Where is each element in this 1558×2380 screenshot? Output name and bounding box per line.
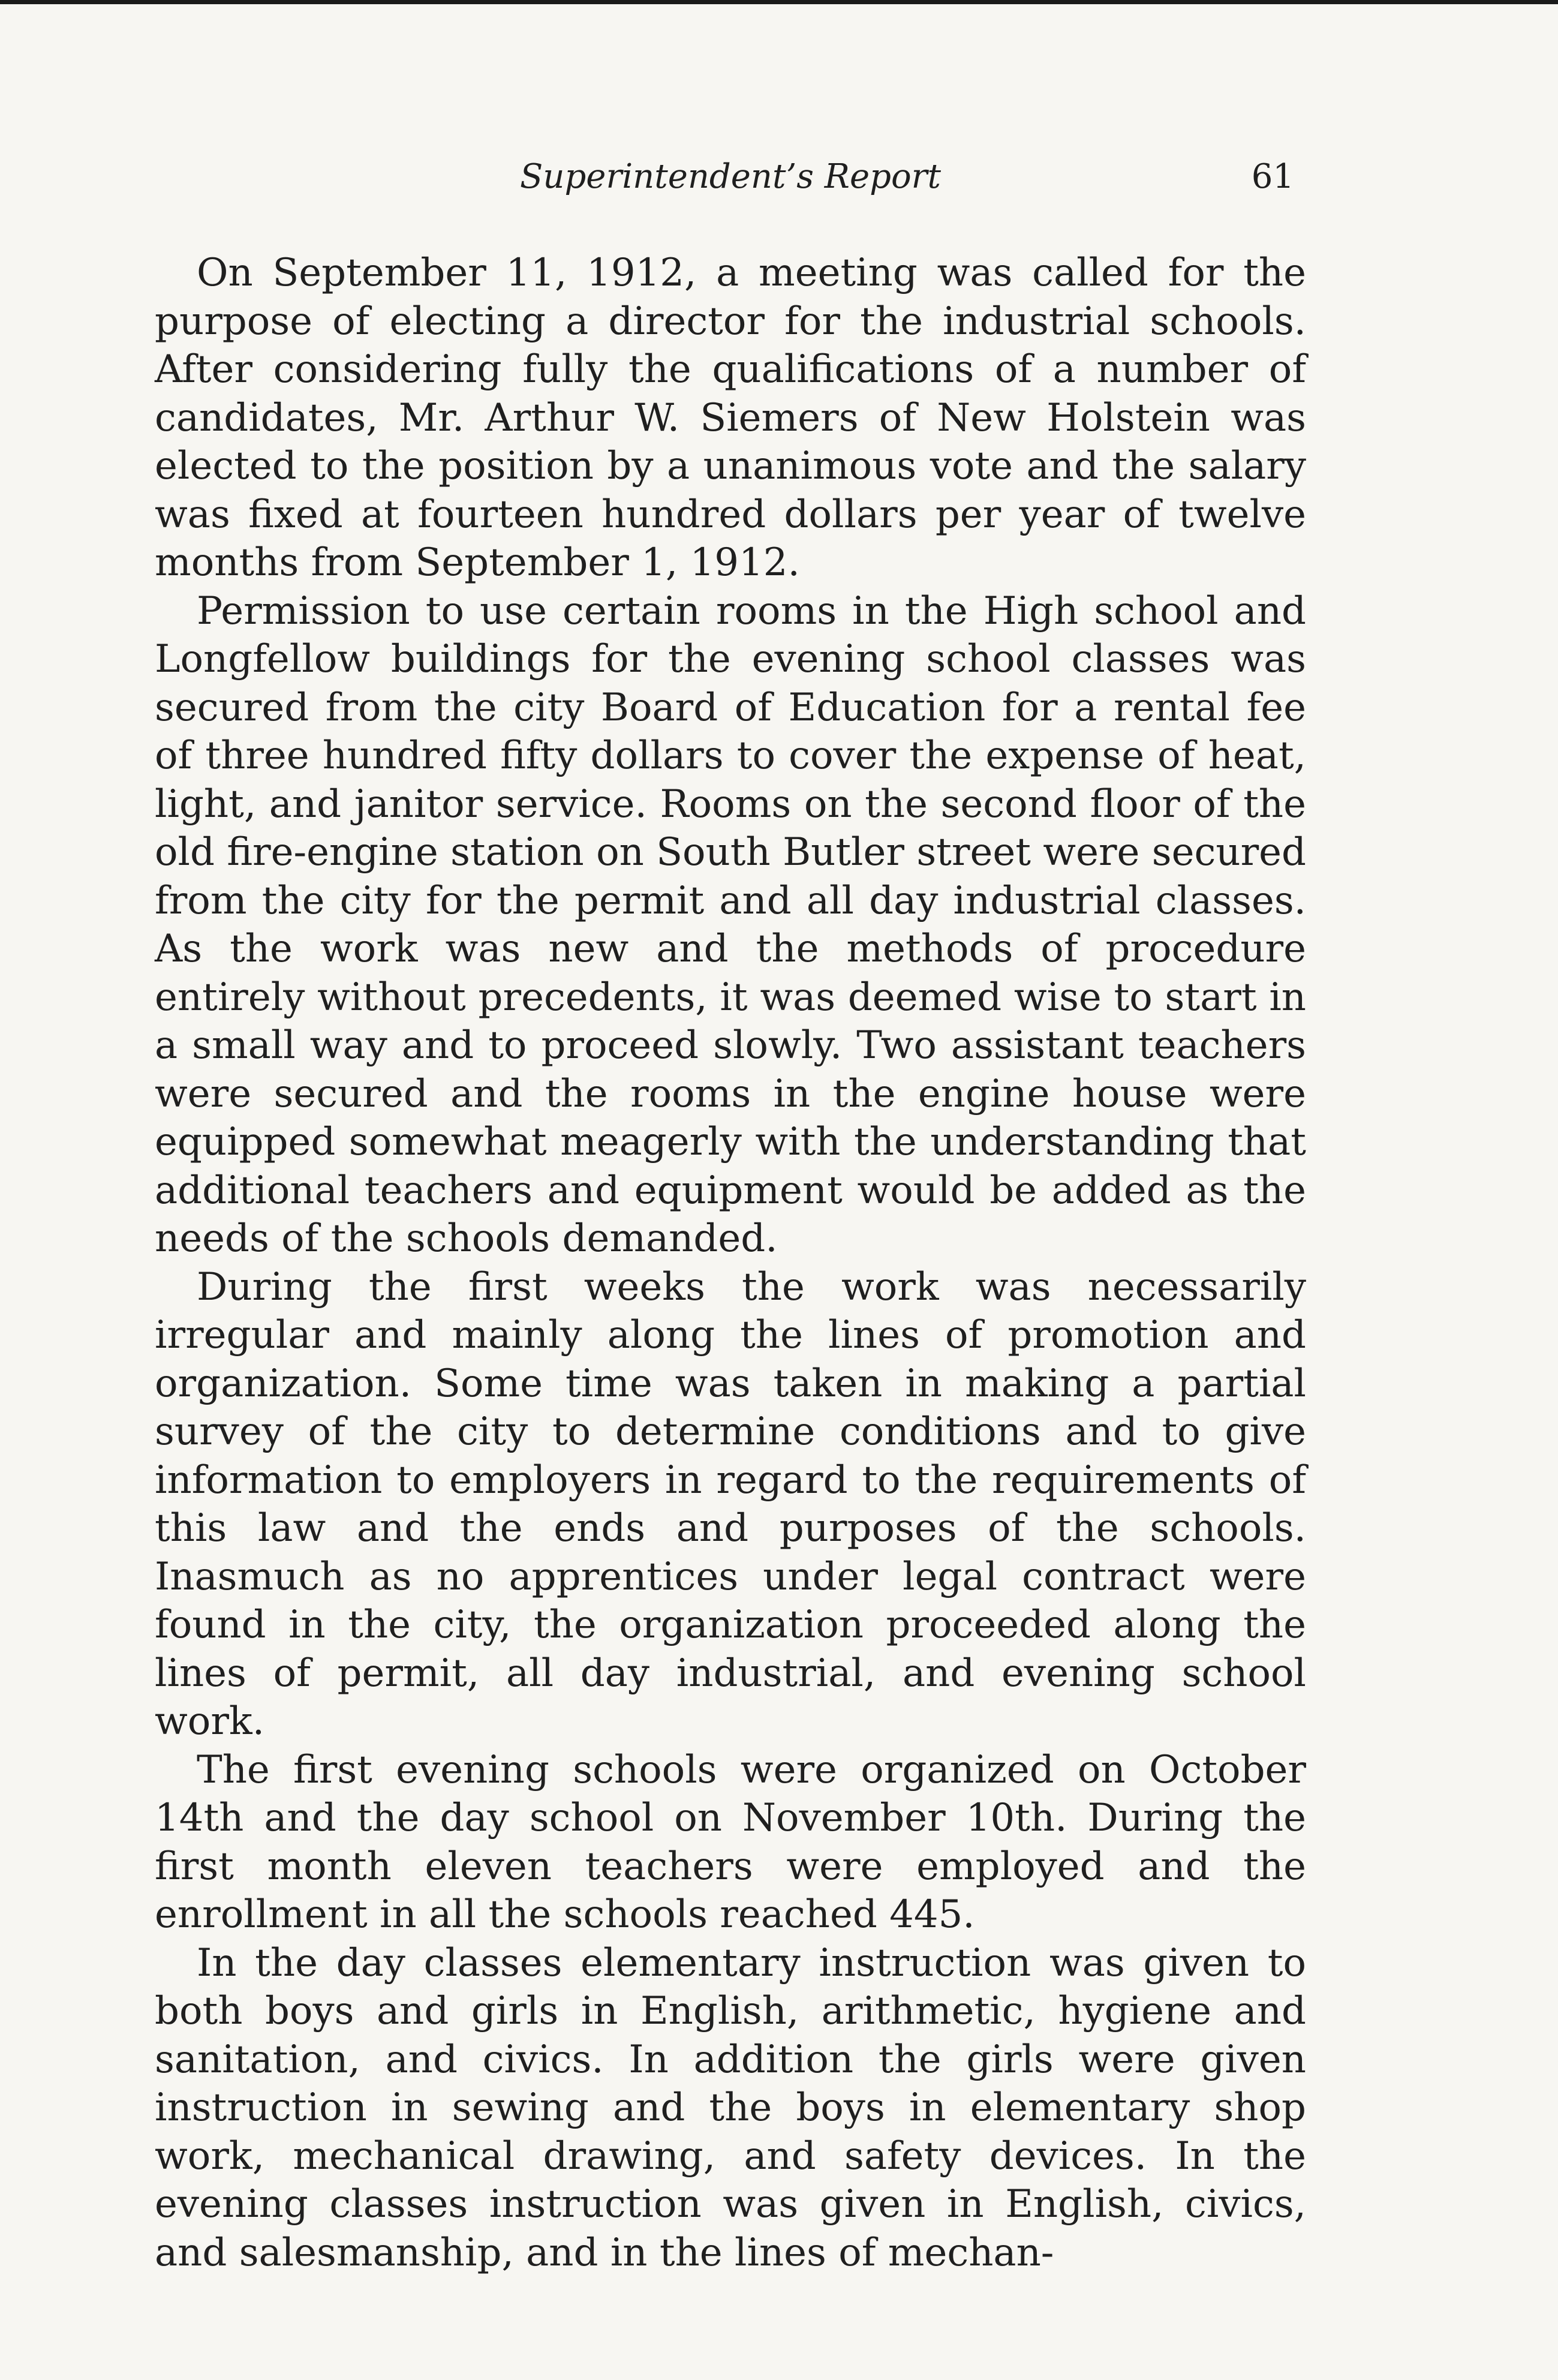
paragraph-director-election: On September 11, 1912, a meeting was called for the purpose of electing a director for the industrial schools. After considering fully the qualifications of a number of candidates, Mr. Arthur W. Siemers of New Holstein was elected to the position by a unanimous vote and the salary was fixed at fourteen hundred dollars per year of twelve months from September 1, 1912. (155, 251, 1306, 585)
paragraph-instruction: In the day classes elementary instruction was given to both boys and girls in English, arithmetic, hygiene and sanitation, and civics. In addition the girls were given instruction in sewing and the boys in elementary shop work, mechanical drawing, and safety devices. In the evening classes instruction was given in English, civics, and salesmanship, and in the lines of mechan- (155, 1940, 1306, 2275)
body-text (155, 249, 1306, 2277)
page-number: 61 (1251, 157, 1294, 196)
top-border-rule (0, 0, 1558, 4)
paragraph-first-weeks: During the first weeks the work was necessarily irregular and mainly along the lines of promotion and organization. Some time was taken in making a partial survey of the city to determine conditions and to give information to employers in regard to the requirements of this law and the ends and purposes of the schools. Inasmuch as no apprentices under legal contract were found in the city, the organization proceeded along the lines of permit, all day industrial, and evening school work. (155, 1264, 1306, 1744)
paragraph-rooms-permission: Permission to use certain rooms in the High school and Longfellow buildings for the evening school classes was secured from the city Board of Education for a rental fee of three hundred fifty dollars to cover the expense of heat, light, and janitor service. Rooms on the second floor of the old fire-engine station on South Butler street were secured from the city for the permit and all day industrial classes. As the work was new and the methods of procedure entirely without precedents, it was deemed wise to start in a small way and to proceed slowly. Two assistant teachers were secured and the rooms in the engine house were equipped somewhat meagerly with the understanding that additional teachers and equipment would be added as the needs of the schools demanded. (155, 588, 1306, 1261)
paragraph-enrollment: The first evening schools were organized on October 14th and the day school on November 10th. During the first month eleven teachers were employed and the enrollment in all the schools reached 445. (155, 1747, 1306, 1937)
page-header (155, 153, 1306, 201)
running-head: Superintendent’s Report (520, 157, 941, 196)
